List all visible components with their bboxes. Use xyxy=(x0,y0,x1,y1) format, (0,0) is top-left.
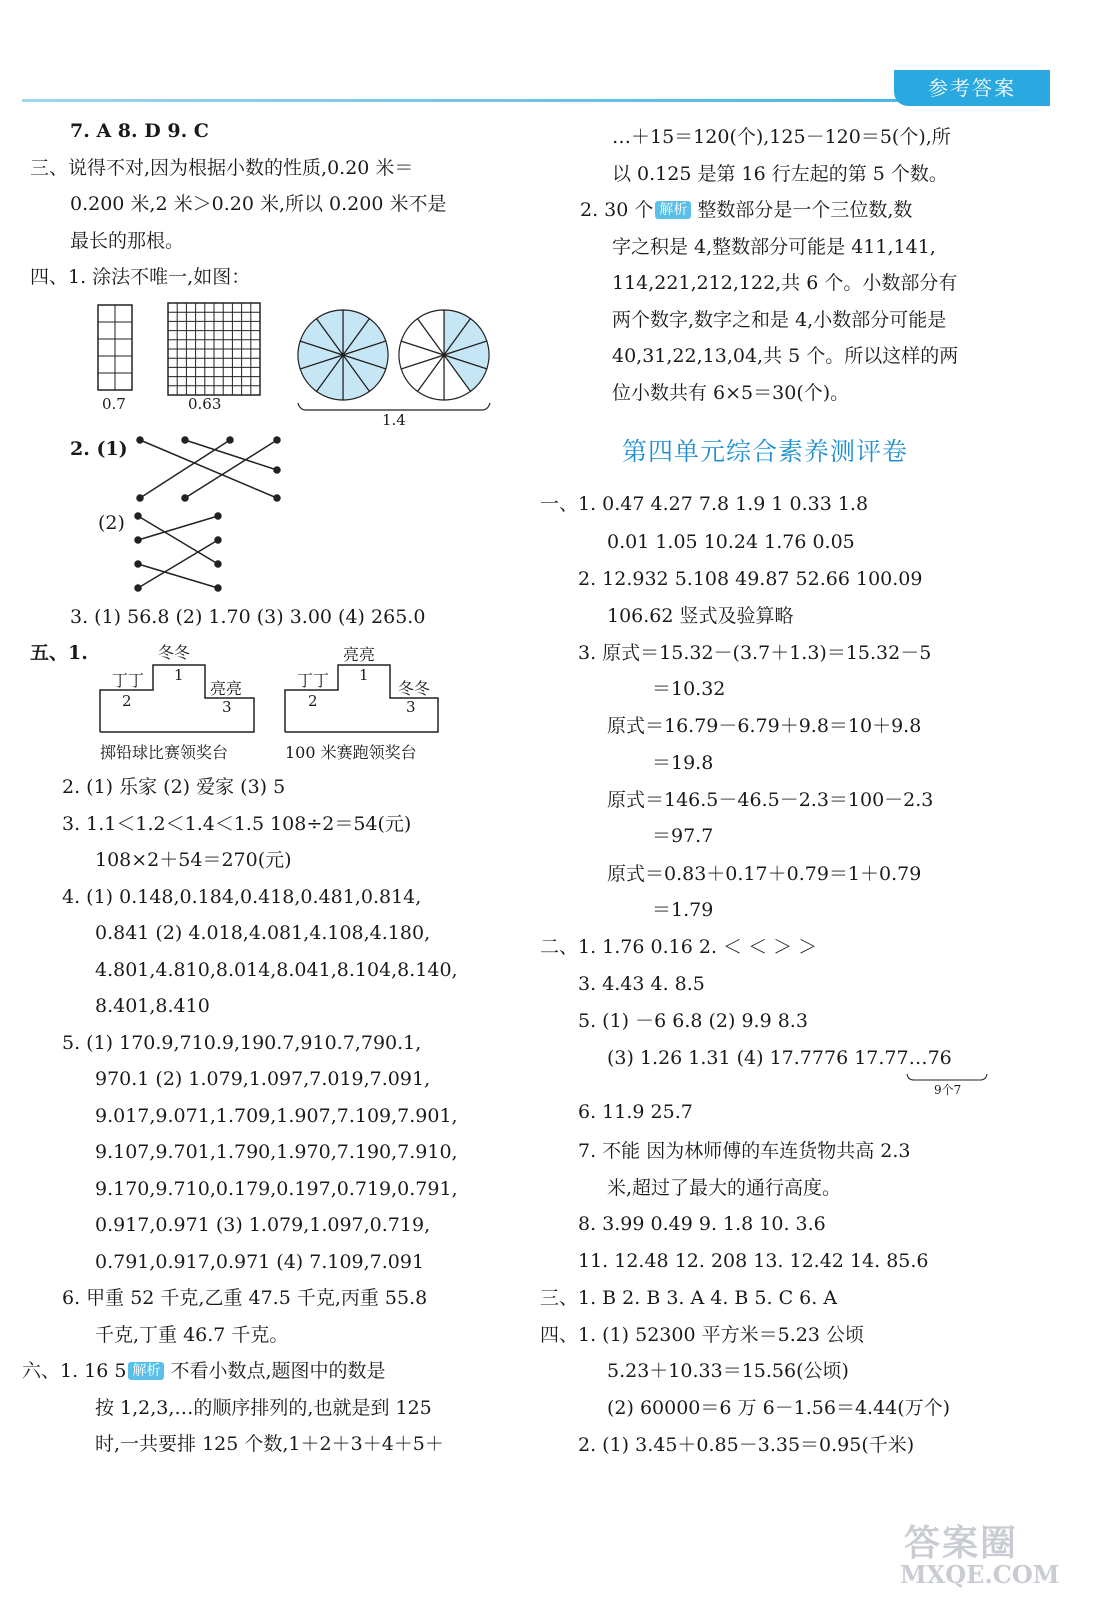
matching-lines-2 xyxy=(135,513,221,591)
section-title: 第四单元综合素养测评卷 xyxy=(622,437,909,466)
podium-label: 2 xyxy=(122,692,132,710)
podium-label: 丁丁 xyxy=(297,671,330,690)
podium-caption: 100 米赛跑领奖台 xyxy=(285,743,417,762)
podium-label: 1 xyxy=(359,666,369,684)
answer-line xyxy=(580,197,912,223)
answer-line: 四、1. 涂法不唯一,如图： xyxy=(30,266,251,288)
brace-nine-sevens xyxy=(907,1074,987,1080)
answer-text: 六、1. 16 5 xyxy=(22,1360,127,1382)
answer-line: 3. 1.1＜1.2＜1.4＜1.5 108÷2＝54(元) xyxy=(62,813,412,835)
podium-label: 3 xyxy=(406,698,416,716)
answer-text: 2. 30 个 xyxy=(580,199,654,221)
answer-line: 114,221,212,122,共 6 个。小数部分有 xyxy=(612,272,958,294)
answer-line: 四、1. (1) 52300 平方米＝5.23 公顷 xyxy=(540,1324,864,1346)
podium-label: 丁丁 xyxy=(112,671,145,690)
answer-line: …＋15＝120(个),125－120＝5(个),所 xyxy=(612,126,951,148)
fig-label: 0.63 xyxy=(188,395,222,413)
answer-line: 3. 原式＝15.32－(3.7＋1.3)＝15.32－5 xyxy=(578,642,932,664)
analysis-tag: 解析 xyxy=(128,1362,164,1380)
answer-line: 4. (1) 0.148,0.184,0.418,0.481,0.814, xyxy=(62,886,422,908)
answer-line: 5. (1) －6 6.8 (2) 9.9 8.3 xyxy=(578,1010,808,1032)
answer-line: 5. (1) 170.9,710.9,190.7,910.7,790.1, xyxy=(62,1032,422,1054)
answer-line: 位小数共有 6×5＝30(个)。 xyxy=(612,382,850,404)
answer-line: 一、1. 0.47 4.27 7.8 1.9 1 0.33 1.8 xyxy=(540,493,869,515)
answer-line: 6. 甲重 52 千克,乙重 47.5 千克,丙重 55.8 xyxy=(62,1287,428,1309)
answer-line: 2. 12.932 5.108 49.87 52.66 100.09 xyxy=(578,568,923,590)
answer-line: (2) xyxy=(98,512,125,534)
answer-line: 7. A 8. D 9. C xyxy=(70,120,209,142)
answer-line: 两个数字,数字之和是 4,小数部分可能是 xyxy=(612,309,947,331)
answer-line: 9.107,9.701,1.790,1.970,7.190,7.910, xyxy=(95,1141,458,1163)
answer-line: 106.62 竖式及验算略 xyxy=(607,605,794,627)
answer-line: 米,超过了最大的通行高度。 xyxy=(607,1177,842,1199)
answer-line: 按 1,2,3,…的顺序排列的,也就是到 125 xyxy=(95,1397,432,1419)
answer-line: 原式＝16.79－6.79＋9.8＝10＋9.8 xyxy=(607,715,922,737)
podium-caption: 掷铅球比赛领奖台 xyxy=(100,743,229,762)
answer-line: 108×2＋54＝270(元) xyxy=(95,849,292,871)
watermark-url: MXQE.COM xyxy=(900,1560,1060,1589)
answer-line: 2. (1) 乐家 (2) 爱家 (3) 5 xyxy=(62,776,286,798)
answer-line: 11. 12.48 12. 208 13. 12.42 14. 85.6 xyxy=(578,1250,929,1272)
answer-line: 40,31,22,13,04,共 5 个。所以这样的两 xyxy=(612,345,959,367)
answer-line: 0.841 (2) 4.018,4.081,4.108,4.180, xyxy=(95,922,431,944)
answer-line: 7. 不能 因为林师傅的车连货物共高 2.3 xyxy=(578,1140,911,1162)
answer-line: 4.801,4.810,8.014,8.041,8.104,8.140, xyxy=(95,959,458,981)
circle-left xyxy=(298,310,388,400)
answer-line: 五、1. xyxy=(30,642,88,664)
fig-label: 1.4 xyxy=(382,411,406,429)
answer-line: 970.1 (2) 1.079,1.097,7.019,7.091, xyxy=(95,1068,431,1090)
answer-line: 0.791,0.917,0.971 (4) 7.109,7.091 xyxy=(95,1251,425,1273)
answer-line: 字之积是 4,整数部分可能是 411,141, xyxy=(612,236,936,258)
nine-sevens-note: 9个7 xyxy=(934,1083,962,1097)
answer-line xyxy=(22,1358,386,1384)
answer-line: ＝10.32 xyxy=(652,678,726,700)
answer-line: 最长的那根。 xyxy=(70,230,185,252)
answer-line: 三、1. B 2. B 3. A 4. B 5. C 6. A xyxy=(540,1287,838,1309)
answer-line: 5.23＋10.33＝15.56(公顷) xyxy=(607,1360,849,1382)
answer-line: (2) 60000＝6 万 6－1.56＝4.44(万个) xyxy=(607,1397,951,1419)
podium-label: 1 xyxy=(174,666,184,684)
answer-text: 整数部分是一个三位数,数 xyxy=(697,199,913,221)
answer-line: 时,一共要排 125 个数,1＋2＋3＋4＋5＋ xyxy=(95,1433,444,1455)
fig-label: 0.7 xyxy=(102,395,126,413)
answer-line: 三、说得不对,因为根据小数的性质,0.20 米＝ xyxy=(30,157,414,179)
podium-label: 亮亮 xyxy=(210,679,243,698)
header-tab: 参考答案 xyxy=(894,70,1050,106)
answer-line: 0.917,0.971 (3) 1.079,1.097,0.719, xyxy=(95,1214,431,1236)
answer-line: 9.170,9.710,0.179,0.197,0.719,0.791, xyxy=(95,1178,458,1200)
answer-line: 以 0.125 是第 16 行左起的第 5 个数。 xyxy=(612,163,948,185)
answer-text: 不看小数点,题图中的数是 xyxy=(170,1360,386,1382)
answer-line: ＝1.79 xyxy=(652,899,714,921)
answer-line: 6. 11.9 25.7 xyxy=(578,1101,693,1123)
podium-label: 亮亮 xyxy=(343,645,376,664)
watermark-logo: 答案圈 xyxy=(904,1522,1019,1564)
answer-line: 2. (1) 3.45＋0.85－3.35＝0.95(千米) xyxy=(578,1434,915,1456)
podium-label: 2 xyxy=(308,692,318,710)
answer-line: 千克,丁重 46.7 千克。 xyxy=(95,1324,289,1346)
answer-line: 8. 3.99 0.49 9. 1.8 10. 3.6 xyxy=(578,1213,826,1235)
brace-1.4 xyxy=(298,403,490,410)
answer-line: 原式＝146.5－46.5－2.3＝100－2.3 xyxy=(607,789,934,811)
answer-line: 原式＝0.83＋0.17＋0.79＝1＋0.79 xyxy=(607,863,922,885)
circle-right xyxy=(399,310,489,400)
answer-line: ＝97.7 xyxy=(652,825,714,847)
answer-line: 8.401,8.410 xyxy=(95,995,210,1017)
answer-line: 9.017,9.071,1.709,1.907,7.109,7.901, xyxy=(95,1105,458,1127)
answer-line: 0.01 1.05 10.24 1.76 0.05 xyxy=(607,531,855,553)
answer-line: ＝19.8 xyxy=(652,752,714,774)
podium-label: 冬冬 xyxy=(158,643,191,662)
answer-line: 3. 4.43 4. 8.5 xyxy=(578,973,705,995)
answer-line: 二、1. 1.76 0.16 2. ＜ ＜ ＞ ＞ xyxy=(540,936,818,958)
matching-lines-1 xyxy=(137,437,280,501)
podium-label: 3 xyxy=(222,698,232,716)
grid-0.63 xyxy=(168,303,260,395)
answer-line: 0.200 米,2 米＞0.20 米,所以 0.200 米不是 xyxy=(70,193,447,215)
analysis-tag: 解析 xyxy=(655,201,691,219)
answer-line: 2. (1) xyxy=(70,438,128,460)
answer-line: 3. (1) 56.8 (2) 1.70 (3) 3.00 (4) 265.0 xyxy=(70,606,426,628)
answer-line: (3) 1.26 1.31 (4) 17.7776 17.77…76 xyxy=(607,1047,952,1069)
podium-label: 冬冬 xyxy=(398,679,431,698)
grid-0.7 xyxy=(98,305,132,390)
